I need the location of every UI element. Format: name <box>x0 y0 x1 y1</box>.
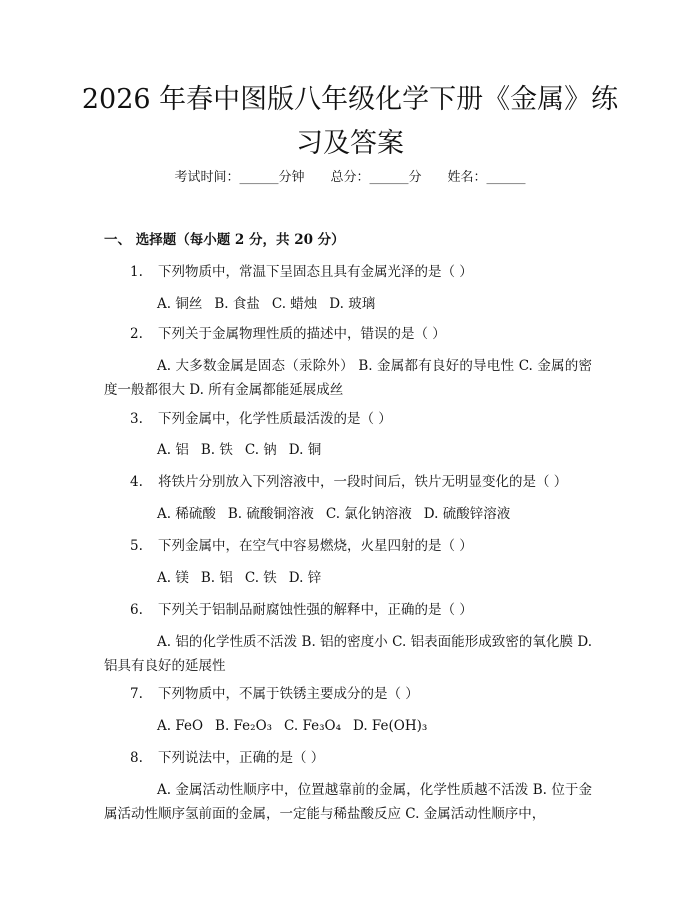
question-5-options <box>157 568 333 588</box>
question-3-options <box>157 440 333 460</box>
question-8-options: A. 金属活动性顺序中，位置越靠前的金属，化学性质越不活泼 B. 位于金属活动性顺序氢前面的金属，一定能与稀盐酸反应 C. 金属活动性顺序中， <box>104 782 592 822</box>
question-1-options <box>157 294 387 314</box>
question-number: 6. <box>130 602 143 618</box>
exam-time: 考试时间：______分钟 <box>174 170 305 185</box>
option-d: D. 玻璃 <box>329 296 376 312</box>
option-a: A. 铝 <box>157 442 189 458</box>
question-2 <box>130 324 446 344</box>
option-a: A. 镁 <box>157 570 189 586</box>
question-7-options <box>157 716 439 736</box>
question-stem: 下列物质中，不属于铁锈主要成分的是（ ） <box>158 686 419 702</box>
question-number: 5. <box>130 538 143 554</box>
option-d: D. 铜 <box>288 442 322 458</box>
question-stem: 下列关于金属物理性质的描述中，错误的是（ ） <box>158 326 446 342</box>
option-c: C. Fe₃O₄ <box>284 718 341 734</box>
question-number: 2. <box>130 326 143 342</box>
option-a: A. 铜丝 <box>157 296 203 312</box>
option-b: B. 铝 <box>200 570 233 586</box>
option-c: C. 蜡烛 <box>271 296 318 312</box>
option-c: C. 氯化钠溶液 <box>325 506 412 522</box>
exam-title-line2: 习及答案 <box>296 128 404 159</box>
option-d: D. Fe(OH)₃ <box>353 718 428 734</box>
question-stem: 下列关于铝制品耐腐蚀性强的解释中，正确的是（ ） <box>158 602 473 618</box>
option-d: D. 硫酸锌溶液 <box>423 506 511 522</box>
question-number: 7. <box>130 686 143 702</box>
question-stem: 下列金属中，化学性质最活泼的是（ ） <box>158 411 392 427</box>
question-1 <box>130 262 473 282</box>
question-stem: 下列金属中，在空气中容易燃烧，火星四射的是（ ） <box>158 538 473 554</box>
question-number: 4. <box>130 474 143 490</box>
question-4 <box>130 472 567 492</box>
option-c: C. 铁 <box>244 570 277 586</box>
question-stem: 下列物质中，常温下呈固态且具有金属光泽的是（ ） <box>158 264 473 280</box>
section-heading-choice: 一、 选择题（每小题 2 分，共 20 分） <box>104 232 345 248</box>
question-8 <box>130 748 324 768</box>
question-4-options <box>157 504 522 524</box>
question-number: 1. <box>130 264 143 280</box>
student-name: 姓名：______ <box>447 170 526 185</box>
question-number: 3. <box>130 411 143 427</box>
question-6 <box>130 600 473 620</box>
exam-title-line1: 2026 年春中图版八年级化学下册《金属》练 <box>81 84 619 115</box>
option-b: B. 食盐 <box>214 296 260 312</box>
question-2-options: A. 大多数金属是固态（汞除外） B. 金属都有良好的导电性 C. 金属的密度一般都很大 D. 所有金属都能延展成丝 <box>104 358 592 398</box>
question-3 <box>130 409 392 429</box>
option-a: A. FeO <box>157 718 204 734</box>
total-score: 总分：______分 <box>330 170 422 185</box>
question-stem: 下列说法中，正确的是（ ） <box>158 750 325 766</box>
question-6-options: A. 铝的化学性质不活泼 B. 铝的密度小 C. 铝表面能形成致密的氧化膜 D. 铝具有良好的延展性 <box>104 634 592 674</box>
option-b: B. Fe₂O₃ <box>215 718 273 734</box>
option-a: A. 稀硫酸 <box>157 506 216 522</box>
exam-info <box>0 168 700 188</box>
exam-title <box>60 78 640 166</box>
question-7 <box>130 684 419 704</box>
option-d: D. 锌 <box>288 570 322 586</box>
option-b: B. 铁 <box>200 442 233 458</box>
option-c: C. 钠 <box>244 442 277 458</box>
option-b: B. 硫酸铜溶液 <box>227 506 314 522</box>
question-number: 8. <box>130 750 143 766</box>
question-5 <box>130 536 473 556</box>
question-stem: 将铁片分别放入下列溶液中，一段时间后，铁片无明显变化的是（ ） <box>158 474 568 490</box>
